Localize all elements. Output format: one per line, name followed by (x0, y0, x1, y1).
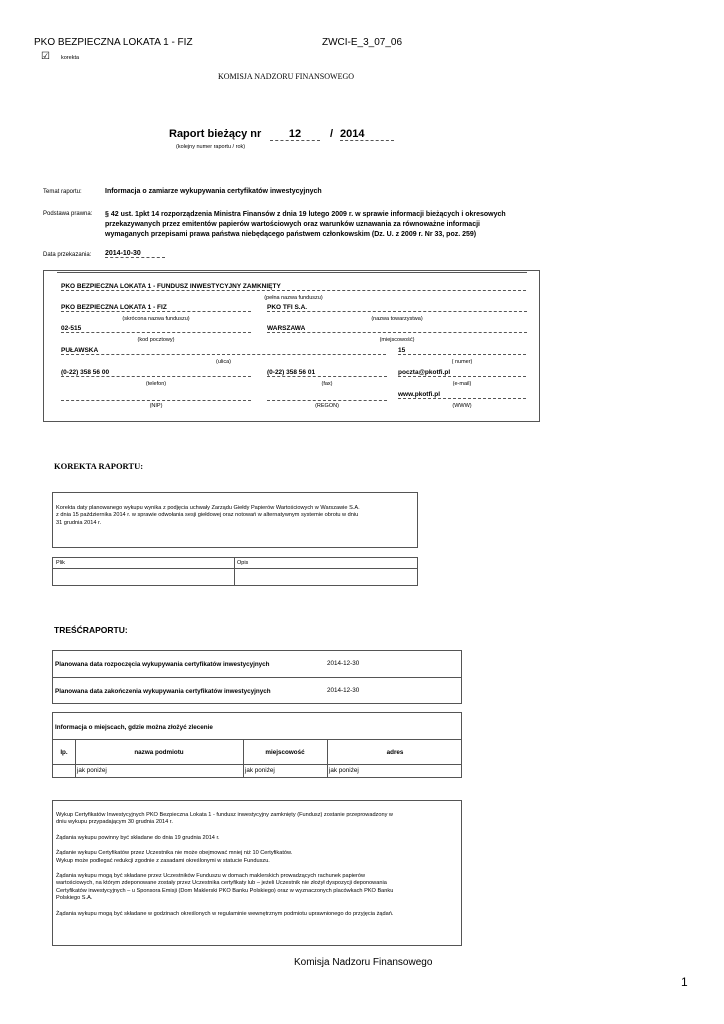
row-name: jak poniżej (77, 767, 107, 774)
issuer-top-rule (57, 272, 527, 273)
topic-label: Temat raportu: (43, 189, 82, 195)
attachments-table (52, 557, 418, 586)
street: PUŁAWSKA (61, 347, 386, 355)
column-header-lp: lp. (60, 749, 68, 756)
city-label: (miejscowość) (379, 337, 415, 343)
header-form-code: ZWCI-E_3_07_06 (322, 37, 403, 48)
report-number: 12 (270, 128, 320, 141)
korekta-label: korekta (61, 55, 80, 61)
correction-line: 31 grudnia 2014 r. (56, 519, 102, 526)
www-label: (WWW) (452, 403, 472, 409)
topic-value: Informacja o zamiarze wykupywania certyfikatów inwestycyjnych (105, 188, 322, 195)
legal-basis (105, 210, 506, 240)
body-paragraph (56, 812, 458, 827)
body-paragraph (56, 911, 458, 918)
date-label: Data przekazania: (43, 252, 92, 258)
nip-field (61, 392, 251, 401)
correction-text-box (52, 492, 418, 548)
correction-line: z dnia 15 października 2014 r. w sprawie odwołania sesji giełdowej oraz notowań w alternatywnym systemie obrotu w dniu (56, 512, 359, 519)
body-line: Żądania wykupu powinny być składane do dnia 19 grudnia 2014 r. (56, 834, 220, 841)
correction-heading: KOREKTA RAPORTU: (54, 461, 144, 471)
regon-label: (REGON) (315, 403, 339, 409)
body-line: Wykup Certyfikatów Inwestycyjnych PKO Bezpieczna Lokata 1 - fundusz inwestycyjny zamknięty (Fundusz) zostanie przeprowadzony w (56, 812, 393, 818)
report-number-note: (kolejny numer raportu / rok) (176, 144, 246, 150)
footer-authority: Komisja Nadzoru Finansowego (294, 957, 433, 968)
date-value: 2014-10-30 (105, 250, 165, 258)
start-date-value: 2014-12-30 (327, 660, 360, 667)
street-number-label: ( numer) (451, 359, 473, 365)
column-header-address: adres (386, 749, 404, 756)
postal-code: 02-515 (61, 325, 251, 333)
legal-line: wymaganych przepisami prawa państwa niebędącego państwem członkowskim (Dz. U. z 2009 r. Nr 33, poz. 259) (105, 231, 477, 238)
street-number: 15 (398, 347, 526, 355)
row-address: jak poniżej (329, 767, 359, 774)
places-heading: Informacja o miejscach, gdzie można złożyć zlecenie (55, 724, 213, 731)
regon-field (267, 392, 387, 401)
fax: (0-22) 358 56 01 (267, 369, 387, 377)
column-header-name: nazwa podmiotu (134, 749, 184, 756)
street-label: (ulica) (216, 359, 231, 365)
www[interactable]: www.pkotfi.pl (398, 391, 526, 399)
body-paragraph (56, 835, 458, 842)
report-title: Raport bieżący nr (169, 128, 262, 140)
start-date-label: Planowana data rozpoczęcia wykupywania certyfikatów inwestycyjnych (55, 661, 270, 668)
company-name: PKO TFI S.A. (267, 304, 527, 312)
fax-label: (fax) (321, 381, 333, 387)
postal-code-label: (kod pocztowy) (137, 337, 175, 343)
row-city: jak poniżej (245, 767, 275, 774)
content-heading: TREŚĆRAPORTU: (54, 625, 128, 635)
description-column-header: Opis (237, 560, 249, 566)
legal-label: Podstawa prawna: (43, 211, 93, 217)
body-line: Żądanie wykupu Certyfikatów przez Uczestnika nie może obejmować mniej niż 10 Certyfikatów. (56, 850, 293, 857)
nip-label: (NIP) (149, 403, 163, 409)
body-line: Żądania wykupu mogą być składane w godzinach określonych w regulaminie wewnętrznym podmiotu uprawnionego do przyjęcia żądań. (56, 910, 394, 917)
city: WARSZAWA (267, 325, 527, 333)
end-date-label: Planowana data zakończenia wykupywania certyfikatów inwestycyjnych (55, 688, 271, 695)
body-paragraph (56, 850, 458, 865)
email[interactable]: poczta@pkotfi.pl (398, 369, 526, 377)
phone: (0-22) 358 56 00 (61, 369, 251, 377)
body-line: wartościowych, na którym zdeponowane zostały przez Uczestnika certyfikaty lub – jeżeli Uczestnik nie złożył dyspozycji deponowania (56, 880, 387, 887)
korekta-checkbox[interactable]: ☑ (41, 51, 50, 62)
places-grid (53, 739, 461, 777)
body-line: Wykup może podlegać redukcji zgodnie z zasadami określonymi w statucie Funduszu. (56, 857, 270, 864)
legal-line: przekazywanych przez emitentów papierów wartościowych oraz warunków uznawania za równoważne informacji (105, 221, 480, 228)
fund-short-name: PKO BEZPIECZNA LOKATA 1 - FIZ (61, 304, 251, 312)
column-header-city: miejscowość (265, 749, 305, 756)
page-number: 1 (681, 975, 688, 989)
legal-line: § 42 ust. 1pkt 14 rozporządzenia Ministra Finansów z dnia 19 lutego 2009 r. w sprawie informacji bieżących i okresowych (105, 211, 506, 218)
authority-heading: KOMISJA NADZORU FINANSOWEGO (218, 72, 355, 81)
header-fund-name: PKO BEZPIECZNA LOKATA 1 - FIZ (34, 37, 193, 48)
report-year: 2014 (340, 128, 394, 141)
body-line: Certyfikatów inwestycyjnych – u Sponsora Emisji (Dom Maklerski PKO Banku Polskiego) oraz w wyznaczonych placówkach PKO Banku (56, 887, 394, 894)
fund-short-name-label: (skrócona nazwa funduszu) (122, 316, 190, 322)
phone-label: (telefon) (145, 381, 167, 387)
fund-full-name-label: (pełna nazwa funduszu) (264, 295, 323, 301)
body-line: Żądania wykupu mogą być składane przez Uczestników Funduszu w domach maklerskich prowadzących rachunek papierów (56, 873, 366, 880)
file-column-header: Plik (56, 560, 65, 566)
end-date-value: 2014-12-30 (327, 687, 360, 694)
report-separator: / (330, 128, 334, 140)
dates-table (52, 650, 462, 704)
body-line: dniu wykupu przypadającym 30 grudnia 2014 r. (56, 819, 173, 826)
correction-line: Korekta daty planowanego wykupu wynika z podjęcia uchwały Zarządu Giełdy Papierów Wartościowych w Warszawie S.A. (56, 505, 360, 511)
body-line: Polskiego S.A. (56, 895, 93, 902)
places-table (52, 712, 462, 778)
email-label: (e-mail) (452, 381, 472, 387)
company-name-label: (nazwa towarzystwa) (371, 316, 423, 322)
body-paragraph (56, 873, 458, 903)
content-body-box (52, 800, 462, 946)
fund-full-name: PKO BEZPIECZNA LOKATA 1 - FUNDUSZ INWESTYCYJNY ZAMKNIĘTY (61, 283, 526, 291)
